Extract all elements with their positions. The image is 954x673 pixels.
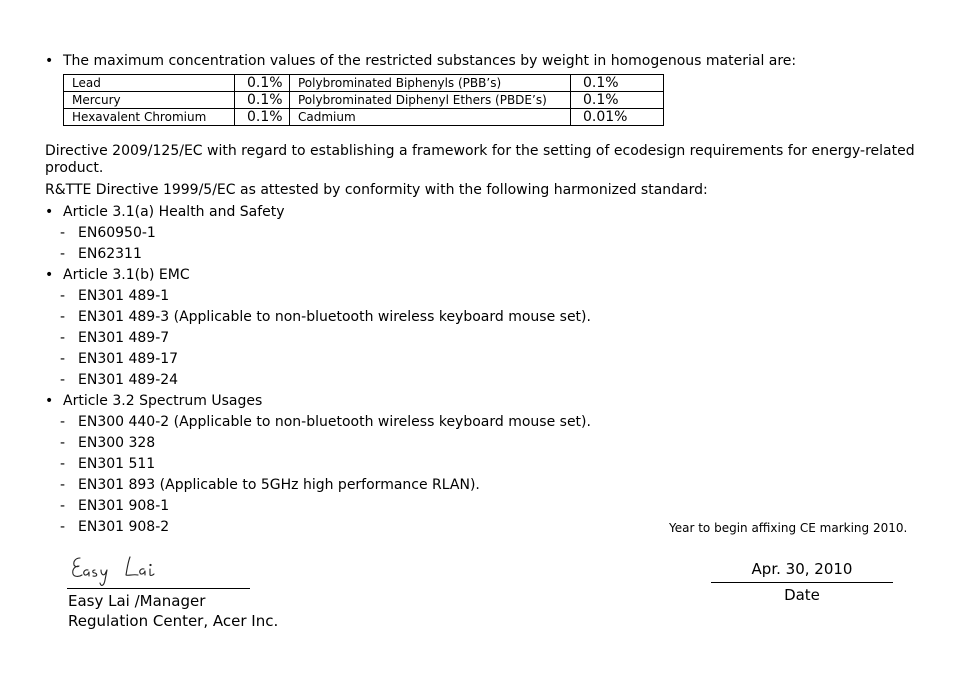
signatory-organization: Regulation Center, Acer Inc. [68, 612, 279, 630]
substance-value: 0.1% [235, 92, 290, 109]
substances-table [63, 74, 664, 126]
substance-value: 0.1% [235, 109, 290, 126]
substance-value: 0.1% [571, 92, 664, 109]
substance-name: Polybrominated Biphenyls (PBB’s) [290, 75, 571, 92]
substance-name: Mercury [64, 92, 235, 109]
ce-marking-note: Year to begin affixing CE marking 2010. [669, 521, 908, 535]
substance-name: Cadmium [290, 109, 571, 126]
bullet-dot: • [45, 204, 54, 220]
substance-name: Hexavalent Chromium [64, 109, 235, 126]
bullet-dot: • [45, 267, 54, 283]
intro-bullet [45, 52, 797, 70]
date-line [711, 582, 893, 583]
table-row [64, 92, 664, 109]
date-value: Apr. 30, 2010 [751, 560, 853, 578]
handwritten-signature [70, 552, 170, 590]
substance-value: 0.01% [571, 109, 664, 126]
table-row [64, 109, 664, 126]
date-label: Date [784, 586, 820, 604]
intro-text: The maximum concentration values of the restricted substances by weight in homogenous material are: [63, 53, 797, 69]
substance-value: 0.1% [571, 75, 664, 92]
rtte-directive: R&TTE Directive 1999/5/EC as attested by conformity with the following harmonized standard: [45, 182, 708, 198]
ecodesign-directive-line1: Directive 2009/125/EC with regard to establishing a framework for the setting of ecodesign requirements for energy-related [45, 143, 915, 159]
substance-value: 0.1% [235, 75, 290, 92]
bullet-dot: • [45, 393, 54, 409]
signature-line [67, 588, 250, 589]
table-row [64, 75, 664, 92]
substance-name: Lead [64, 75, 235, 92]
substance-name: Polybrominated Diphenyl Ethers (PBDE’s) [290, 92, 571, 109]
bullet-dot: • [45, 53, 54, 69]
ecodesign-directive-line2: product. [45, 160, 104, 176]
signatory-name-title: Easy Lai /Manager [68, 592, 206, 610]
